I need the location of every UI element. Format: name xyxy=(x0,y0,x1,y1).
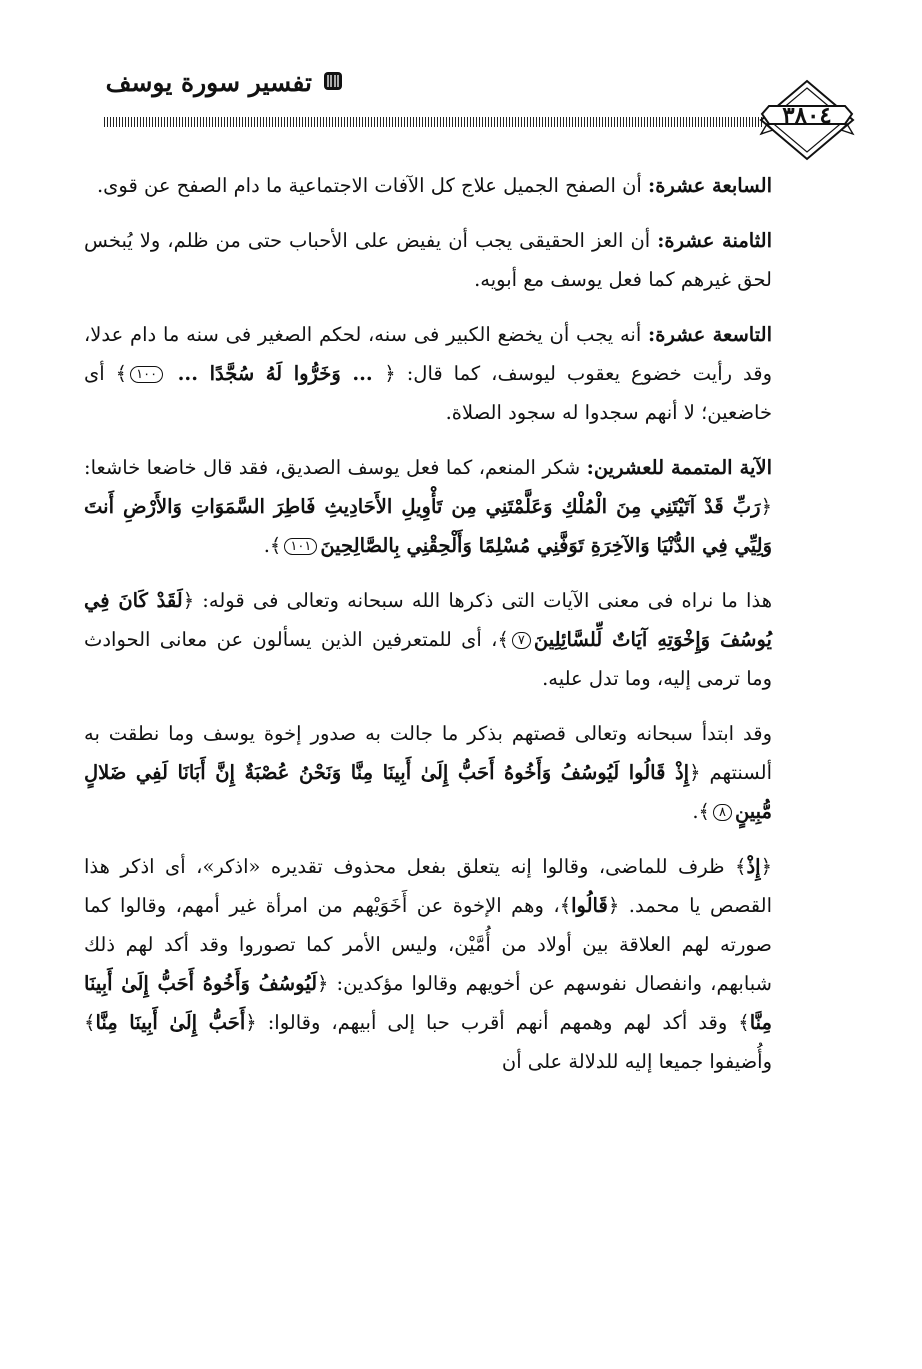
paragraph-text: ، أى للمتعرفين الذين يسألون عن معانى الحوادث وما ترمى إليه، وما تدل عليه. xyxy=(84,628,772,690)
paragraph-text: هذا ما نراه فى معنى الآيات التى ذكرها الله سبحانه وتعالى فى قوله: xyxy=(194,589,772,612)
paragraph-text: شكر المنعم، كما فعل يوسف الصديق، فقد قال خاضعا خاشعا: xyxy=(84,456,587,479)
paragraph-18 xyxy=(84,221,772,299)
point-heading: التاسعة عشرة: xyxy=(648,323,772,346)
paragraph-text: وأُضيفوا جميعا إليه للدلالة على أن xyxy=(501,1050,772,1073)
paragraph-19 xyxy=(84,315,772,432)
quran-bracket: ﴿ xyxy=(317,972,329,995)
point-heading: السابعة عشرة: xyxy=(648,174,772,197)
paragraph-20 xyxy=(84,448,772,565)
quran-bracket: ﴿ xyxy=(689,761,701,784)
paragraph-text: . xyxy=(263,534,270,557)
quran-bracket: ﴾ xyxy=(698,800,710,823)
quran-bracket: ﴿ xyxy=(760,855,772,878)
quran-bracket: ﴾ xyxy=(559,894,572,917)
header-divider xyxy=(104,117,764,127)
paragraph-text: ظرف للماضى، وقالوا إنه يتعلق بفعل محذوف تقديره «اذكر»، أى اذكر هذا القصص يا محمد. xyxy=(84,855,772,917)
quran-bracket: ﴿ xyxy=(760,495,772,518)
quran-bracket: ﴾ xyxy=(115,362,128,385)
paragraph-text: ، وهم الإخوة عن أَخَوَيْهم من امرأة غير أمهم، وقالوا كما صورته لهم العلاقة بين أولاد من أُمَّيْن، وليس الأمر كما تصوروا وقد أكد لهم ذلك شبابهم، وانفصال نفوسهم عن أخويهم وقالوا مؤكدين: xyxy=(84,894,773,995)
quran-quote: أَحَبُّ إِلَىٰ أَبِينَا مِنَّا xyxy=(95,1011,246,1034)
quran-bracket: ﴾ xyxy=(735,855,747,878)
running-title: تفسير سورة يوسف xyxy=(105,68,312,97)
quran-bracket: ﴿ xyxy=(607,894,620,917)
verse-number-badge: ١٠٠ xyxy=(130,366,163,383)
quran-bracket: ﴿ xyxy=(384,362,396,385)
paragraph-commentary-2 xyxy=(84,714,772,831)
point-heading: الآية المتممة للعشرين: xyxy=(586,456,772,479)
quran-quote: ... وَخَرُّوا لَهُ سُجَّدًا ... xyxy=(166,362,385,385)
quran-quote: رَبِّ قَدْ آتَيْتَنِي مِنَ الْمُلْكِ وَعَلَّمْتَنِي مِن تَأْوِيلِ الأَحَادِيثِ فَاطِرَ السَّمَوَاتِ وَالأَرْضِ أَنتَ وَلِيِّي فِي الدُّنْيَا وَالآخِرَةِ تَوَفَّنِي مُسْلِمًا وَأَلْحِقْنِي بِالصَّالِحِينَ xyxy=(84,495,772,557)
paragraph-text: أى خاضعين؛ لا أنهم سجدوا له سجود الصلاة. xyxy=(84,362,772,424)
quran-bracket: ﴾ xyxy=(269,534,282,557)
quran-quote: إِذْ قَالُوا لَيُوسُفُ وَأَخُوهُ أَحَبُّ إِلَىٰ أَبِينَا مِنَّا وَنَحْنُ عُصْبَةٌ إِنَّ أَبَانَا لَفِي ضَلالٍ مُّبِينٍ xyxy=(84,761,772,823)
page-number: ٣٨٠٤ xyxy=(782,102,832,129)
paragraph-text: أن الصفح الجميل علاج كل الآفات الاجتماعية ما دام الصفح عن قوى. xyxy=(96,174,649,197)
paragraph-text: وقد أكد لهم وهمهم أنهم أقرب حبا إلى أبيهم، وقالوا: xyxy=(256,1011,739,1034)
quran-quote: لَقَدْ كَانَ فِي يُوسُفَ وَإِخْوَتِهِ آيَاتٌ لِّلسَّائِلِينَ xyxy=(84,589,772,651)
paragraph-17 xyxy=(84,166,772,205)
page-body xyxy=(84,166,772,1097)
paragraph-commentary-3 xyxy=(84,847,772,1081)
verse-number-badge: ٧ xyxy=(512,632,531,649)
quran-bracket: ﴿ xyxy=(245,1011,257,1034)
quran-bracket: ﴿ xyxy=(182,589,195,612)
quran-bracket: ﴾ xyxy=(497,628,509,651)
quran-quote: لَيُوسُفُ وَأَخُوهُ أَحَبُّ إِلَىٰ أَبِينَا مِنَّا xyxy=(84,972,772,1034)
quran-bracket: ﴾ xyxy=(84,1011,96,1034)
paragraph-text: أن العز الحقيقى يجب أن يفيض على الأحباب حتى من ظلم، ولا يُبخس لحق غيرهم كما فعل يوسف مع أبويه. xyxy=(84,229,772,291)
paragraph-text: أنه يجب أن يخضع الكبير فى سنه، لحكم الصغير فى سنه ما دام عدلا، وقد رأيت خضوع يعقوب ليوسف، كما قال: xyxy=(84,323,772,385)
paragraph-text: . xyxy=(692,800,699,823)
verse-number-badge: ٨ xyxy=(713,804,732,821)
quran-bracket: ﴾ xyxy=(738,1011,750,1034)
quran-quote: إِذْ xyxy=(746,855,761,878)
ornament-icon xyxy=(322,70,344,92)
paragraph-text: وقد ابتدأ سبحانه وتعالى قصتهم بذكر ما جالت به صدور إخوة يوسف وما نطقت به ألسنتهم xyxy=(84,722,772,784)
verse-number-badge: ١٠١ xyxy=(284,538,317,555)
point-heading: الثامنة عشرة: xyxy=(657,229,772,252)
quran-quote: قَالُوا xyxy=(571,894,608,917)
paragraph-commentary-1 xyxy=(84,581,772,698)
